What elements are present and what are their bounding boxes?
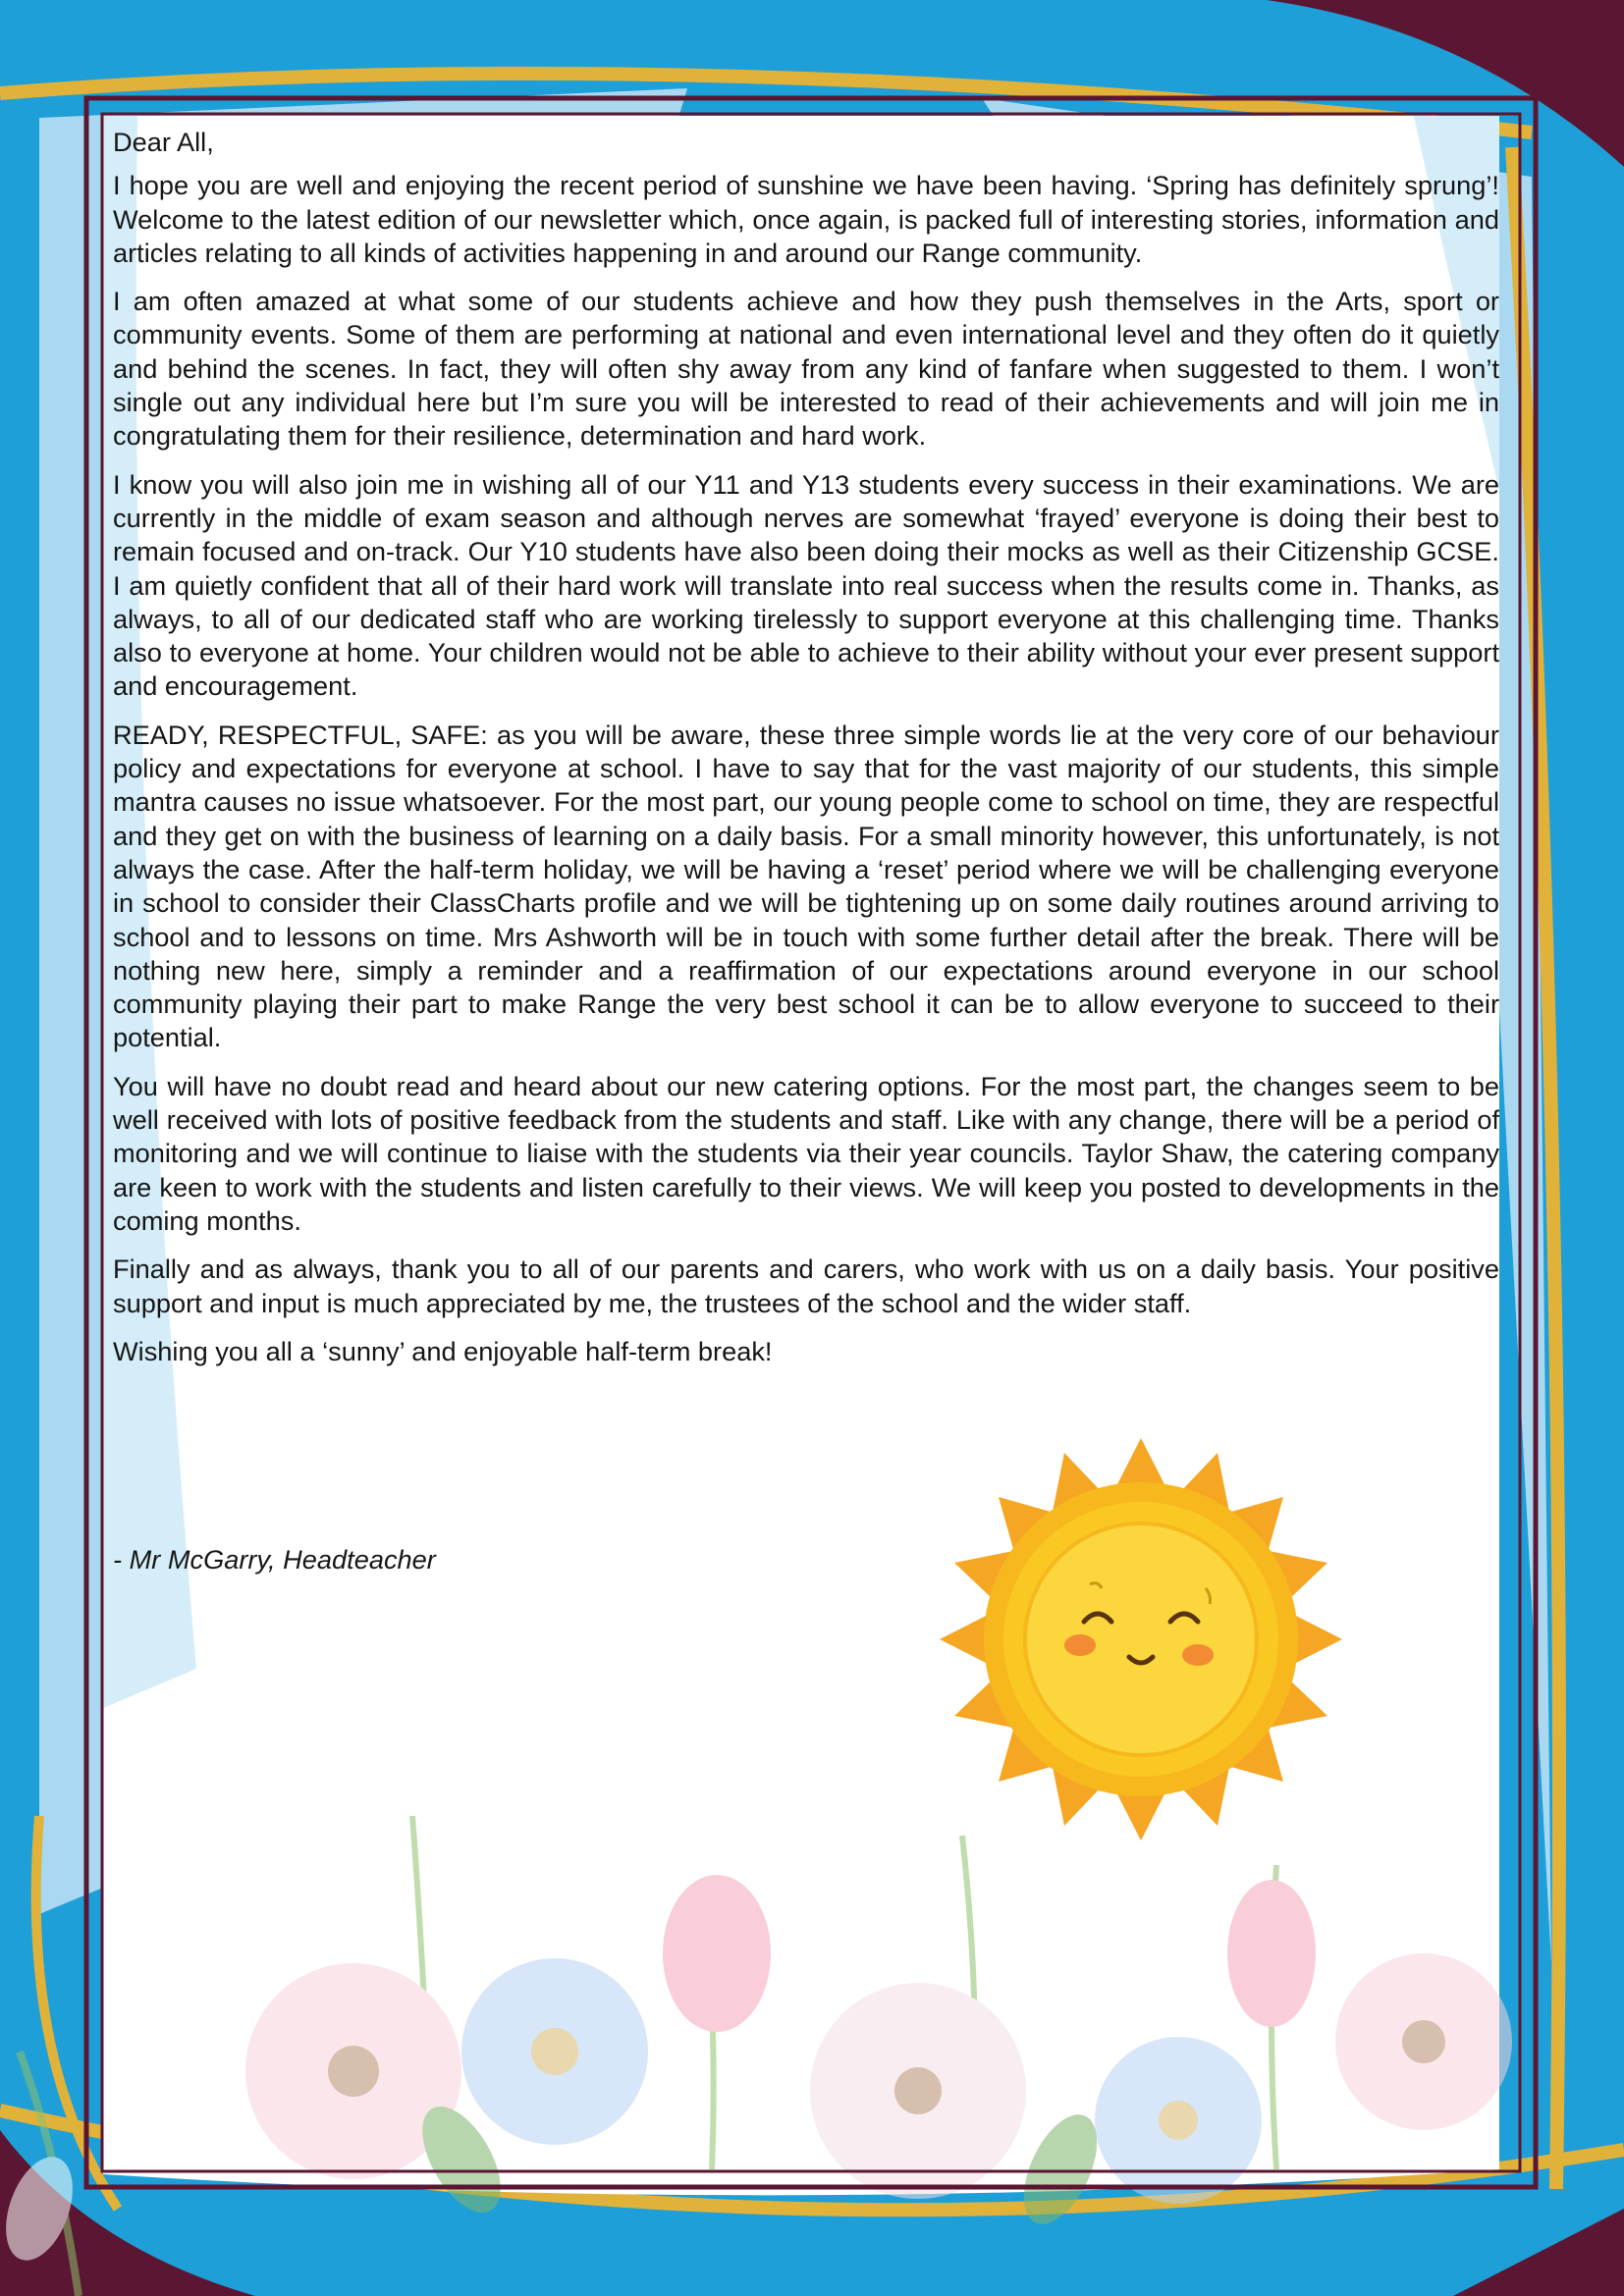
- greeting: Dear All,: [113, 127, 214, 157]
- paragraph-thanks: Finally and as always, thank you to all of our parents and carers, who work with us on a daily basis. Your positive support and input is much appreciated by me, the trustees of the school and the wider staff.: [113, 1254, 1499, 1318]
- paragraph-behaviour: READY, RESPECTFUL, SAFE: as you will be aware, these three simple words lie at the very core of our behaviour policy and expectations for everyone at school. I have to say that for the vast majority of our students, this simple mantra causes no issue whatsoever. For the most part, our young people come to school on time, they are respectful and they get on with the business of learning on a daily basis. For a small minority however, this unfortunately, is not always the case. After the half-term holiday, we will be having a ‘reset’ period where we will be challenging everyone in school to consider their ClassCharts profile and we will be tightening up on some daily routines around arriving to school and to lessons on time. Mrs Ashworth will be in touch with some further detail after the break. There will be nothing new here, simply a reminder and a reaffirmation of our expectations around everyone in our school community playing their part to make Range the very best school it can be to allow everyone to succeed to their potential.: [113, 719, 1499, 1053]
- smiling-sun-icon: [940, 1438, 1342, 1841]
- letter-body: [113, 126, 1499, 1368]
- closing-line: Wishing you all a ‘sunny’ and enjoyable half-term break!: [113, 1335, 773, 1366]
- paragraph-exams: I know you will also join me in wishing all of our Y11 and Y13 students every success in their examinations. We are currently in the middle of exam season and although nerves are somewhat ‘frayed’ everyone is doing their best to remain focused and on-track. Our Y10 students have also been doing their mocks as well as their Citizenship GCSE. I am quietly confident that all of their hard work will translate into real success when the results come in. Thanks, as always, to all of our dedicated staff who are working tirelessly to support everyone at this challenging time. Thanks also to everyone at home. Your children would not be able to achieve to their ability without your ever present support and encouragement.: [113, 468, 1499, 702]
- signature: - Mr McGarry, Headteacher: [113, 1544, 436, 1575]
- paragraph-achievements: I am often amazed at what some of our students achieve and how they push themselves in the Arts, sport or community events. Some of them are performing at national and even international level and they often do it quietly and behind the scenes. In fact, they will often shy away from any kind of fanfare when suggested to them. I won’t single out any individual here but I’m sure you will be interested to read of their achievements and will join me in congratulating them for their resilience, determination and hard work.: [113, 286, 1499, 452]
- paragraph-catering: You will have no doubt read and heard about our new catering options. For the most part, the changes seem to be well received with lots of positive feedback from the students and staff. Like with any change, there will be a period of monitoring and we will continue to liaise with the students via their year councils. Taylor Shaw, the catering company are keen to work with the students and listen carefully to their views. We will keep you posted to developments in the coming months.: [113, 1070, 1499, 1236]
- paragraph-sunshine: I hope you are well and enjoying the recent period of sunshine we have been having. ‘Spring has definitely sprung’! Welcome to the latest edition of our newsletter which, once again, is packed full of interesting stories, information and articles relating to all kinds of activities happening in and around our Range community.: [113, 170, 1499, 268]
